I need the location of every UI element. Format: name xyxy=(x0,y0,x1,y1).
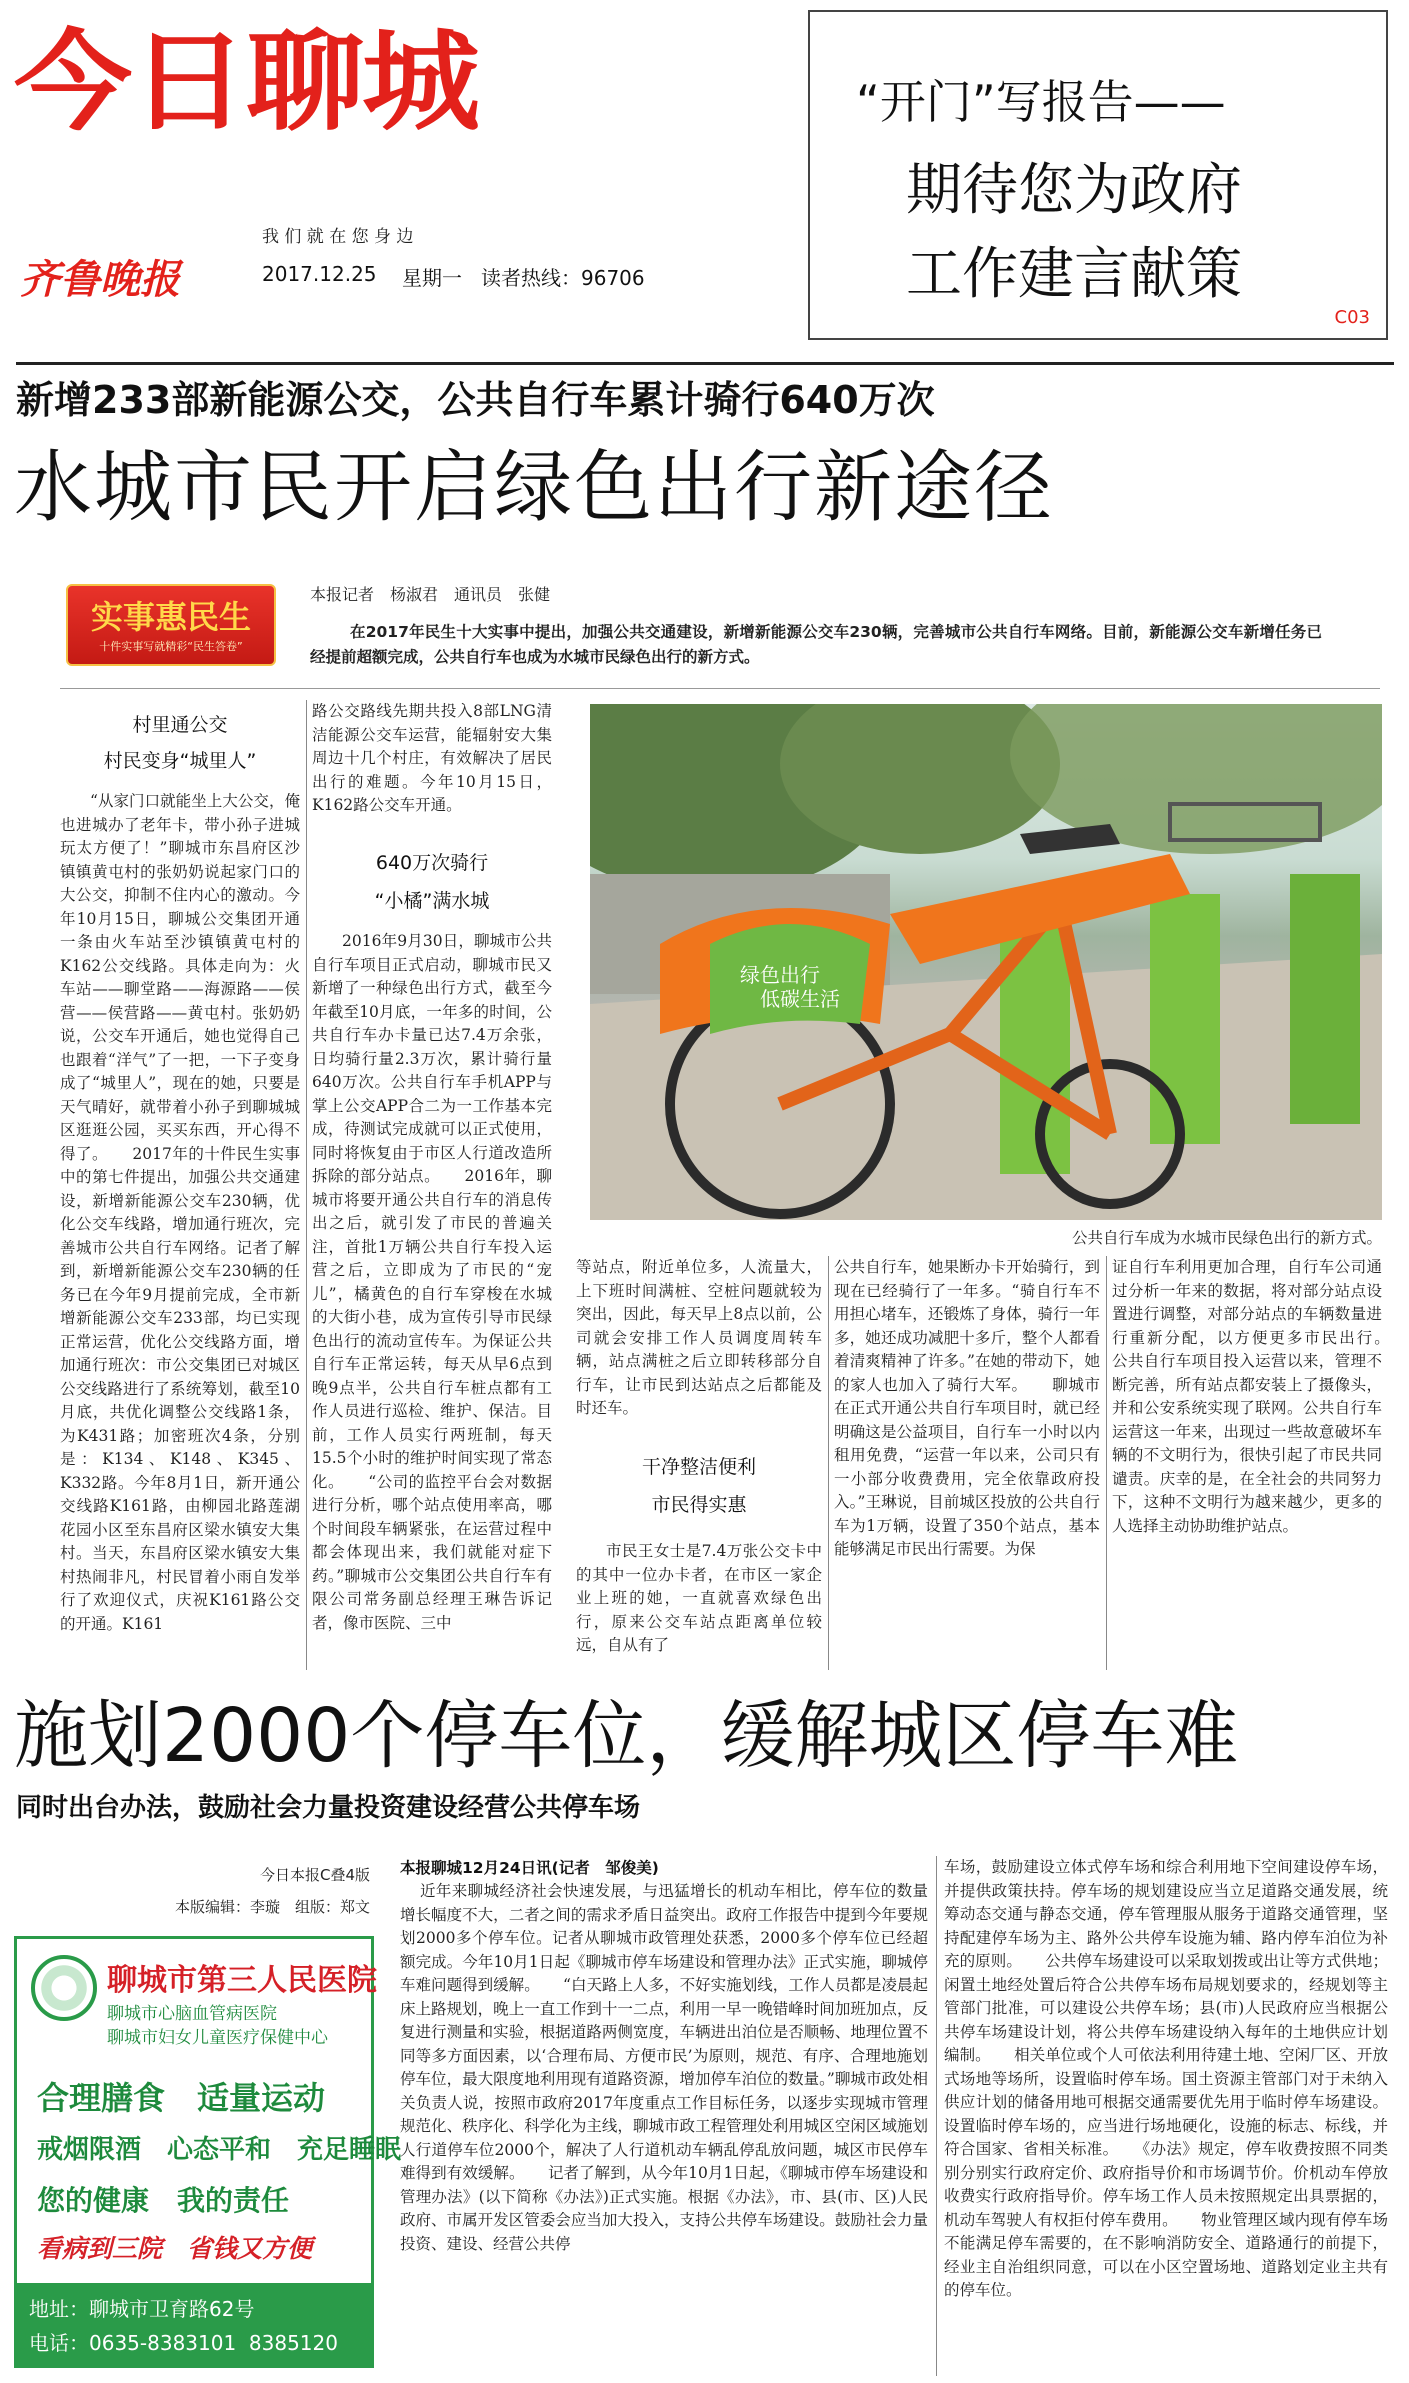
promo-line2: 期待您为政府 xyxy=(906,158,1242,223)
col-divider xyxy=(828,1256,829,1670)
story1-headline: 水城市民开启绿色出行新途径 xyxy=(14,443,1055,533)
masthead-weekday: 星期一 xyxy=(402,266,462,290)
story2-headline: 施划2000个停车位，缓解城区停车难 xyxy=(14,1693,1239,1779)
story1-col4-text: 公共自行车，她果断办卡开始骑行，到现在已经骑行了一年多。“骑自行车不用担心堵车，还锻炼了身体，骑行一年多，她还成功减肥十多斤，整个人都看着清爽精神了许多。”在她的带动下，她的家人也加入了骑行大军。 聊城市在正式开通公共自行车项目时，就已经明确这是公益项目，自行车一小时以内租用免费，“运营一年以来，公司只有一小部分收费费用，完全依靠政府投入。”王琳说，目前城区投放的公共自行车为1万辆，设置了350个站点，基本能够满足市民出行需要。为保 xyxy=(834,1258,1100,1558)
story1-col3-bottom: 市民王女士是7.4万张公交卡中的其中一位办卡者，在市区一家企业上班的她，一直就喜欢绿色出行，原来公交车站点距离单位较远，自从有了 xyxy=(576,1542,822,1654)
promo-line1: “开门”写报告—— xyxy=(856,75,1226,129)
hospital-sub1: 聊城市心脑血管病医院 xyxy=(107,2004,277,2024)
story1-subhead3-b: 市民得实惠 xyxy=(651,1494,747,1516)
story1-subhead3-a: 干净整洁便利 xyxy=(641,1456,756,1478)
masthead-hotline: 读者热线：96706 xyxy=(481,266,645,290)
story1-badge xyxy=(66,584,276,666)
bike-seat xyxy=(1020,824,1120,854)
story1-col3-text: 等站点，附近单位多，人流量大，上下班时间满桩、空桩问题就较为突出，因此，每天早上8点以前，公司就会安排工作人员调度周转车辆，站点满桩之后立即转移部分自行车，让市民到达站点之后都能及时还车。 xyxy=(576,1258,822,1417)
story1-subhead1-b: 村民变身“城里人” xyxy=(103,750,257,772)
story2-subhead: 同时出台办法，鼓励社会力量投资建设经营公共停车场 xyxy=(16,1793,641,1823)
story1-lead-rule xyxy=(60,688,1380,689)
page-info: 今日本报C叠4版 xyxy=(259,1866,370,1884)
story2-byline: 本报聊城12月24日讯(记者 邹俊美) xyxy=(400,1859,659,1877)
hospital-slogan4: 看病到三院 省钱又方便 xyxy=(37,2234,313,2263)
story1-col2-top: 路公交路线先期共投入8部LNG清洁能源公交车运营，能辐射安大集周边十几个村庄，有效解决了居民出行的难题。今年10月15日，K162路公交车开通。 xyxy=(312,702,552,814)
col-divider xyxy=(1106,1256,1107,1670)
story1-lead: 在2017年民生十大实事中提出，加强公共交通建设，新增新能源公交车230辆，完善城市公共自行车网络。目前，新能源公交车新增任务已经提前超额完成，公共自行车也成为水城市民绿色出行的新方式。 xyxy=(310,623,1322,666)
promo-box[interactable] xyxy=(808,10,1388,340)
story1-col1-text: “从家门口就能坐上大公交，俺也进城办了老年卡，带小孙子进城玩太方便了！”聊城市东昌府区沙镇镇黄屯村的张奶奶说起家门口的大公交，抑制不住内心的激动。今年10月15日，聊城公交集团开通一条由火车站至沙镇镇黄屯村的K162公交线路。具体走向为：火车站——聊堂路——海源路——侯营——侯营路——黄屯村。张奶奶说，公交车开通后，她也觉得自己也跟着“洋气”了一把，一下子变身成了“城里人”，现在的她，只要是天气晴好，就带着小孙子到聊城城区逛逛公园，买买东西，开心得不得了。 2017年的十件民生实事中的第七件提出，加强公共交通建设，新增新能源公交车230辆，优化公交车线路，增加通行班次，完善城市公共自行车网络。记者了解到，新增新能源公交车230辆的任务已在今年9月提前完成，全市新增新能源公交车233部，均已实现正常运营，优化公交线路方面，增加通行班次：市公交集团已对城区公交线路进行了系统筹划，截至10月底，共优化调整公交线路1条，为K431路；加密班次4条，分别是：K134、K148、K345、K332路。今年8月1日，新开通公交线路K161路，由柳园北路莲湖花园小区至东昌府区梁水镇安大集村。当天，东昌府区梁水镇安大集村热闹非凡，村民冒着小雨自发举行了欢迎仪式，庆祝K161路公交的开通。K161 xyxy=(60,792,300,1633)
story1-subhead1-a: 村里通公交 xyxy=(132,714,228,736)
hospital-sub2: 聊城市妇女儿童医疗保健中心 xyxy=(107,2028,328,2048)
hospital-ad[interactable] xyxy=(14,1936,402,2368)
masthead-brand-logo: 齐鲁晚报 xyxy=(20,256,180,303)
bike-dock xyxy=(1150,894,1220,1144)
masthead-date: 2017.12.25 xyxy=(262,262,377,286)
story1-col2-text: 2016年9月30日，聊城市公共自行车项目正式启动，聊城市民又新增了一种绿色出行方式，截至今年截至10月底，一年多的时间，公共自行车办卡量已达7.4万余张，日均骑行量2.3万次，累计骑行量640万次。公共自行车手机APP与掌上公交APP合二为一工作基本完成，待测试完成就可以正式使用，同时将恢复由于市区人行道改造所拆除的部分站点。 2016年，聊城市将要开通公共自行车的消息传出之后，就引发了市民的普遍关注，首批1万辆公共自行车投入运营之后，立即成为了市民的“宠儿”，橘黄色的自行车穿梭在水城的大街小巷，成为宣传引导市民绿色出行的流动宣传车。为保证公共自行车正常运转，每天从早6点到晚9点半，公共自行车桩点都有工作人员进行巡检、维护、保洁。目前，工作人员实行两班制，每天15.5个小时的维护时间实现了常态化。 “公司的监控平台会对数据进行分析，哪个站点使用率高，哪个时间段车辆紧张，在运营过程中都会体现出来，我们就能对症下药。”聊城市公交集团公共自行车有限公司常务副总经理王琳告诉记者，像市医院、三中 xyxy=(312,932,552,1632)
hospital-phone: 电话：0635-8383101 8385120 xyxy=(29,2331,338,2355)
masthead-slogan: 我 们 就 在 您 身 边 xyxy=(262,227,414,247)
story1-badge-sub: 十件实事写就精彩“民生答卷” xyxy=(99,640,243,653)
masthead-divider xyxy=(16,362,1394,365)
story1-photo xyxy=(590,704,1382,1220)
hospital-slogan3: 您的健康 我的责任 xyxy=(37,2184,290,2217)
story1-byline: 本报记者 杨淑君 通讯员 张健 xyxy=(310,585,551,604)
masthead xyxy=(0,0,810,303)
bike-dock xyxy=(1290,874,1360,1124)
hospital-slogan2: 戒烟限酒 心态平和 充足睡眠 xyxy=(37,2135,402,2165)
bike-photo-illustration xyxy=(590,704,1382,1220)
promo-page-ref: C03 xyxy=(1334,307,1370,328)
bike-decal-line2: 低碳生活 xyxy=(760,987,840,1011)
story1-col5-text: 证自行车利用更加合理，自行车公司通过分析一年来的数据，将对部分站点设置进行调整，对部分站点的车辆数量进行重新分配，以方便更多市民出行。 公共自行车项目投入运营以来，管理不断完善，所有站点都安装上了摄像头，并和公安系统实现了联网。公共自行车运营这一年来，出现过一些故意破坏车辆的不文明行为，很快引起了市民共同谴责。庆幸的是，在全社会的共同努力下，这种不文明行为越来越少，更多的人选择主动协助维护站点。 xyxy=(1112,1258,1382,1535)
story1-photo-caption: 公共自行车成为水城市民绿色出行的新方式。 xyxy=(1071,1229,1382,1247)
col-divider xyxy=(936,1856,937,2376)
col-divider xyxy=(306,700,307,1670)
promo-line3: 工作建言献策 xyxy=(906,242,1242,307)
story1-subhead2-a: 640万次骑行 xyxy=(375,852,489,874)
hospital-logo-icon xyxy=(31,1955,97,2021)
hospital-name: 聊城市第三人民医院 xyxy=(107,1963,377,1998)
story2-col1-text: 近年来聊城经济社会快速发展，与迅猛增长的机动车相比，停车位的数量增长幅度不大，二者之间的需求矛盾日益突出。政府工作报告中提到今年要规划2000多个停车位。记者从聊城市政管理处获悉，2000多个停车位已经超额完成。今年10月1日起《聊城市停车场建设和管理办法》正式实施，聊城停车难问题得到缓解。 “白天路上人多，不好实施划线，工作人员都是凌晨起床上路规划，晚上一直工作到十一二点，利用一早一晚错峰时间加班加点，反复进行测量和实验，根据道路两侧宽度，车辆进出泊位是否顺畅、地理位置不同等多方面因素，以‘合理布局、方便市民’为原则，规范、有序、合理地施划停车位，最大限度地利用现有道路资源，增加停车泊位的数量。”聊城市政处相关负责人说，按照市政府2017年度重点工作目标任务，以逐步实现城市管理规范化、秩序化、科学化为主线，聊城市政工程管理处利用城区空闲区域施划人行道停车位2000个，解决了人行道机动车辆乱停乱放问题，城区市民停车难得到有效缓解。 记者了解到，从今年10月1日起，《聊城市停车场建设和管理办法》(以下简称《办法》)正式实施。根据《办法》，市、县(市、区)人民政府、市属开发区管委会应当加大投入，支持公共停车场建设。鼓励社会力量投资、建设、经营公共停 xyxy=(400,1882,928,2253)
bike-decal-line1: 绿色出行 xyxy=(740,963,820,987)
masthead-title: 今日聊城 xyxy=(14,18,479,146)
hospital-address: 地址：聊城市卫育路62号 xyxy=(29,2297,255,2321)
story2-col2-text: 车场，鼓励建设立体式停车场和综合利用地下空间建设停车场，并提供政策扶持。停车场的规划建设应当立足道路交通发展，统筹动态交通与静态交通，停车管理服从服务于道路交通管理，坚持配建停车场为主、路外公共停车设施为辅、路内停车泊位为补充的原则。 公共停车场建设可以采取划拨或出让等方式供地；闲置土地经处置后符合公共停车场布局规划要求的，经规划等主管部门批准，可以建设公共停车场；县(市)人民政府应当根据公共停车场建设计划，将公共停车场建设纳入每年的土地供应计划编制。 相关单位或个人可依法利用待建土地、空闲厂区、开放式场地等场所，设置临时停车场。国土资源主管部门对于未纳入供应计划的储备用地可根据交通需要优先用于临时停车场建设。设置临时停车场的，应当进行场地硬化，设施的标志、标线，并符合国家、省相关标准。 《办法》规定，停车收费按照不同类别分别实行政府定价、政府指导价和市场调节价。价机动车停放收费实行政府指导价。停车场工作人员未按照规定出具票据的，机动车驾驶人有权拒付停车费用。 物业管理区域内现有停车场不能满足停车需要的，在不影响消防安全、道路通行的前提下，经业主自治组织同意，可以在小区空置场地、道路划定业主共有的停车位。 xyxy=(944,1858,1388,2299)
story1-kicker: 新增233部新能源公交，公共自行车累计骑行640万次 xyxy=(16,378,935,422)
hospital-footer xyxy=(17,2283,371,2365)
story1-subhead2-b: “小橘”满水城 xyxy=(374,890,490,912)
hospital-slogan1: 合理膳食 适量运动 xyxy=(37,2079,326,2117)
page-editors: 本版编辑：李璇 组版：郑文 xyxy=(174,1898,370,1916)
story1-badge-title: 实事惠民生 xyxy=(90,598,251,636)
